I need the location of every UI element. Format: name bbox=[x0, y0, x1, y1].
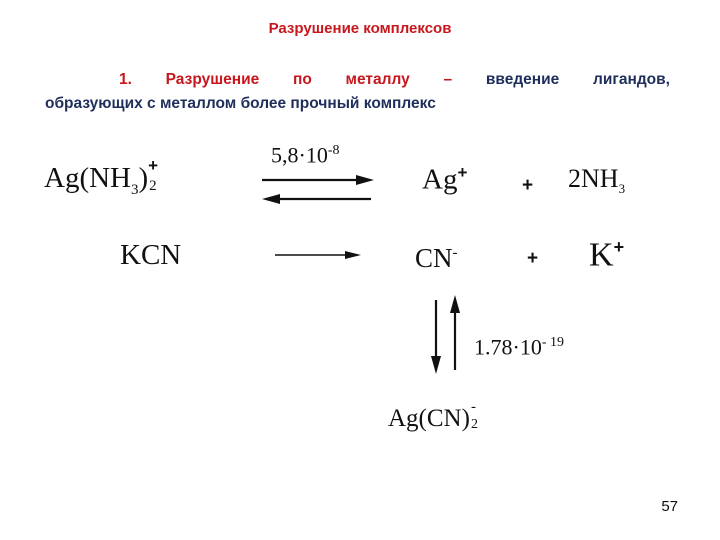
r2-reactant-kcn: KCN bbox=[120, 239, 182, 271]
r2-arrowhead bbox=[345, 251, 361, 259]
r3-down-arrowhead bbox=[431, 356, 441, 374]
r3-constant-exp: - 19 bbox=[541, 335, 564, 350]
r1-product-ag-sup: + bbox=[457, 163, 468, 182]
r3-product-base: Ag(CN) bbox=[388, 405, 470, 432]
r1-reactant-sup: + bbox=[148, 156, 159, 175]
r1-reactant-base: Ag(NH bbox=[44, 162, 131, 194]
r1-reactant-sub-inner: 3 bbox=[131, 181, 139, 198]
r1-product-nh3-base: 2NH bbox=[568, 164, 619, 193]
r1-plus: + bbox=[522, 175, 534, 196]
slide-title: Разрушение комплексов bbox=[268, 20, 452, 37]
intro-number: 1. bbox=[119, 71, 132, 88]
intro-line-2: образующих с металлом более прочный комплекс bbox=[45, 95, 436, 112]
r1-product-ag-base: Ag bbox=[422, 163, 458, 196]
r3-product-sub: 2 bbox=[470, 417, 478, 432]
r2-plus: + bbox=[527, 248, 539, 269]
r2-product-cn-sup: - bbox=[452, 245, 458, 261]
r3-constant-base: 1.78·10 bbox=[474, 334, 542, 360]
r1-constant-exp: -8 bbox=[327, 143, 340, 158]
r3-product-sup: - bbox=[470, 399, 476, 415]
r1-product-nh3-sub: 3 bbox=[618, 181, 626, 197]
r2-product-k-sup: + bbox=[613, 237, 625, 257]
r1-forward-arrowhead bbox=[356, 175, 374, 185]
intro-term: Разрушение по металлу bbox=[165, 71, 410, 88]
r2-product-k-base: K bbox=[589, 236, 614, 274]
r3-up-arrowhead bbox=[450, 295, 460, 313]
r2-product-cn-base: CN bbox=[415, 243, 453, 273]
page-number: 57 bbox=[661, 498, 678, 515]
r1-reverse-arrowhead bbox=[262, 194, 280, 204]
intro-dash: – bbox=[443, 71, 453, 88]
intro-rest: введение лигандов, bbox=[485, 71, 670, 88]
r1-reactant-close: ) bbox=[138, 162, 149, 194]
r1-reactant-sub: 2 bbox=[149, 178, 157, 194]
r1-constant-base: 5,8·10 bbox=[271, 142, 328, 168]
